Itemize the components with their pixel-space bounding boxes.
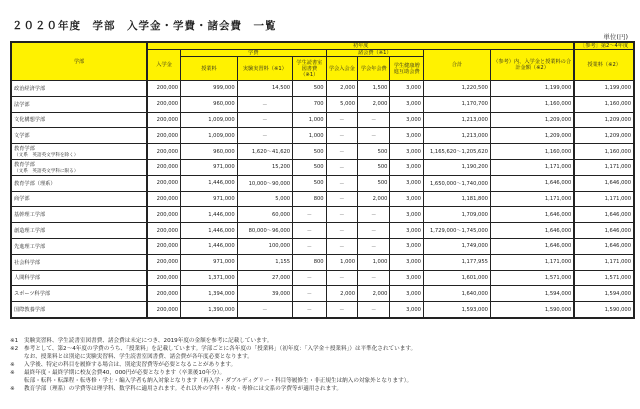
cell-tuition: 1,446,000 — [181, 238, 238, 254]
cell-total: 1,181,800 — [423, 191, 490, 207]
cell-annual: － — [358, 270, 390, 286]
footnote — [10, 345, 416, 353]
header-tuition-group: 学費 — [181, 50, 327, 57]
faculty-label: 人間科学部 — [14, 275, 40, 282]
cell-ref-sum: 1,199,000 — [490, 81, 574, 97]
cell-annual: － — [358, 223, 390, 239]
cell-annual: － — [358, 238, 390, 254]
cell-health: 3,000 — [390, 207, 424, 223]
header-health: 学生健康増進互助会費 — [390, 57, 424, 81]
faculty-name — [11, 81, 147, 97]
table-row — [11, 112, 634, 128]
cell-tuition: 1,446,000 — [181, 207, 238, 223]
cell-health: 3,000 — [390, 223, 424, 239]
footnote — [10, 377, 416, 385]
cell-lab: － — [237, 128, 292, 144]
footnote-text: 入学後、特定の科目を履修する場合は、別途実習費等が必要となることがあります。 — [24, 362, 237, 368]
cell-total: 1,170,700 — [423, 96, 490, 112]
footnotes — [10, 337, 416, 393]
cell-ref-sum: 1,209,000 — [490, 128, 574, 144]
faculty-name — [11, 159, 147, 175]
header-reading-room: 学生読書室図書費（※1） — [293, 57, 327, 81]
cell-reading: 700 — [293, 96, 327, 112]
footnote — [10, 369, 416, 377]
cell-lab: 39,000 — [237, 286, 292, 302]
cell-admission: 200,000 — [147, 302, 181, 318]
cell-ref-tuition: 1,209,000 — [574, 112, 634, 128]
cell-health: 3,000 — [390, 112, 424, 128]
faculty-label: スポーツ科学部 — [14, 291, 51, 298]
footnote — [10, 353, 416, 361]
cell-total: 1,213,000 — [423, 128, 490, 144]
cell-tuition: 1,009,000 — [181, 112, 238, 128]
cell-health: 3,000 — [390, 128, 424, 144]
table-row — [11, 128, 634, 144]
cell-health: 3,000 — [390, 144, 424, 160]
cell-lab: 60,000 — [237, 207, 292, 223]
cell-health: 3,000 — [390, 302, 424, 318]
cell-lab: － — [237, 96, 292, 112]
cell-lab: － — [237, 112, 292, 128]
cell-health: 3,000 — [390, 81, 424, 97]
footnote-mark: ※ — [10, 362, 15, 368]
cell-ref-sum: 1,171,000 — [490, 159, 574, 175]
cell-ref-sum: 1,646,000 — [490, 207, 574, 223]
cell-entry: － — [326, 207, 357, 223]
table-row — [11, 191, 634, 207]
cell-admission: 200,000 — [147, 159, 181, 175]
cell-tuition: 1,390,000 — [181, 302, 238, 318]
cell-annual: 2,000 — [358, 96, 390, 112]
cell-total: 1,593,000 — [423, 302, 490, 318]
header-total: 合計 — [423, 50, 490, 81]
footnote-mark: ※ — [10, 386, 15, 392]
faculty-label: 創造理工学部 — [14, 228, 46, 235]
cell-health: 3,000 — [390, 286, 424, 302]
cell-ref-sum: 1,160,000 — [490, 144, 574, 160]
faculty-label: 先進理工学部 — [14, 243, 46, 250]
cell-ref-tuition: 1,171,000 — [574, 191, 634, 207]
cell-total: 1,729,000～1,745,000 — [423, 223, 490, 239]
footnote-text: なお、授業料とは別途に実験実習料、学生読書室図書費、諸会費が各年度必要となります。 — [24, 354, 253, 360]
header-assoc-entry: 学会入会金 — [326, 57, 357, 81]
cell-ref-tuition: 1,171,000 — [574, 159, 634, 175]
cell-annual: 2,000 — [358, 286, 390, 302]
cell-admission: 200,000 — [147, 96, 181, 112]
cell-ref-sum: 1,171,000 — [490, 254, 574, 270]
cell-ref-tuition: 1,571,000 — [574, 270, 634, 286]
cell-reading: － — [293, 286, 327, 302]
cell-annual: 500 — [358, 144, 390, 160]
cell-ref-tuition: 1,171,000 — [574, 254, 634, 270]
header-admission: 入学金 — [147, 50, 181, 81]
cell-total: 1,650,000～1,740,000 — [423, 175, 490, 191]
cell-entry: － — [326, 128, 357, 144]
cell-ref-tuition: 1,646,000 — [574, 175, 634, 191]
footnote-mark: ※1 — [10, 338, 19, 344]
cell-ref-sum: 1,160,000 — [490, 96, 574, 112]
cell-lab: 1,620～41,620 — [237, 144, 292, 160]
faculty-name — [11, 207, 147, 223]
footnote-mark: ※ — [10, 370, 15, 376]
footnote — [10, 337, 416, 345]
cell-entry: － — [326, 175, 357, 191]
cell-admission: 200,000 — [147, 112, 181, 128]
cell-total: 1,220,500 — [423, 81, 490, 97]
cell-entry: － — [326, 223, 357, 239]
cell-ref-tuition: 1,594,000 — [574, 286, 634, 302]
cell-admission: 200,000 — [147, 175, 181, 191]
cell-annual: 1,500 — [358, 81, 390, 97]
footnote-text: 最終年度・最終学期に校友会費40，000円が必要となります（卒業後10年分）。 — [24, 370, 226, 376]
faculty-name — [11, 175, 147, 191]
cell-reading: － — [293, 207, 327, 223]
faculty-name — [11, 286, 147, 302]
header-ref-sum: （参考）内、入学金と授業料の合計金額（※2） — [490, 50, 574, 81]
cell-total: 1,709,000 — [423, 207, 490, 223]
cell-ref-sum: 1,590,000 — [490, 302, 574, 318]
cell-tuition: 960,000 — [181, 144, 238, 160]
faculty-label: 文化構想学部 — [14, 117, 46, 124]
faculty-name — [11, 128, 147, 144]
faculty-label: 政治経済学部 — [14, 85, 46, 92]
cell-annual: 2,000 — [358, 191, 390, 207]
cell-admission: 200,000 — [147, 286, 181, 302]
page-title: ２０２０年度 学部 入学金・学費・諸会費 一覧 — [12, 20, 277, 32]
cell-health: 3,000 — [390, 159, 424, 175]
table-row — [11, 175, 634, 191]
cell-tuition: 1,446,000 — [181, 175, 238, 191]
unit-label: 単位(円) — [603, 33, 628, 41]
table-row — [11, 254, 634, 270]
cell-admission: 200,000 — [147, 128, 181, 144]
cell-admission: 200,000 — [147, 238, 181, 254]
cell-admission: 200,000 — [147, 81, 181, 97]
cell-admission: 200,000 — [147, 191, 181, 207]
footnote — [10, 385, 416, 393]
cell-annual: － — [358, 302, 390, 318]
cell-health: 3,000 — [390, 191, 424, 207]
cell-annual: － — [358, 128, 390, 144]
footnote-mark: ※2 — [10, 346, 19, 352]
faculty-name — [11, 144, 147, 160]
cell-lab: 1,155 — [237, 254, 292, 270]
cell-ref-sum: 1,646,000 — [490, 238, 574, 254]
faculty-sublabel: （文系 英語英文学科を除く） — [14, 153, 79, 159]
cell-tuition: 1,394,000 — [181, 286, 238, 302]
faculty-label: 商学部 — [14, 196, 30, 203]
cell-lab: 27,000 — [237, 270, 292, 286]
cell-lab: 5,000 — [237, 191, 292, 207]
cell-reading: 500 — [293, 81, 327, 97]
cell-lab: － — [237, 302, 292, 318]
faculty-label: 国際教養学部 — [14, 307, 46, 314]
cell-reading: 800 — [293, 254, 327, 270]
header-reference: ［参考］第2～4年度 — [574, 42, 634, 50]
footnote — [10, 361, 416, 369]
table-row — [11, 207, 634, 223]
cell-reading: 800 — [293, 191, 327, 207]
table-row — [11, 286, 634, 302]
table-row — [11, 96, 634, 112]
cell-tuition: 960,000 — [181, 96, 238, 112]
faculty-name — [11, 302, 147, 318]
cell-admission: 200,000 — [147, 144, 181, 160]
cell-tuition: 999,000 — [181, 81, 238, 97]
faculty-sublabel: （文系 英語英文学科に限る） — [14, 168, 79, 174]
table-row — [11, 302, 634, 318]
cell-annual: 500 — [358, 175, 390, 191]
cell-reading: 1,000 — [293, 128, 327, 144]
faculty-name — [11, 112, 147, 128]
header-faculty: 学部 — [11, 42, 147, 81]
cell-entry: － — [326, 159, 357, 175]
footnote-text: 参考として、第2～4年度の学費のうち、「授業料」を記載しています。学部ごとに各年度の「授業料」（初年度：「入学金＋授業料」）は平準化されています。 — [24, 346, 417, 352]
cell-total: 1,177,955 — [423, 254, 490, 270]
cell-admission: 200,000 — [147, 254, 181, 270]
cell-total: 1,749,000 — [423, 238, 490, 254]
cell-ref-tuition: 1,646,000 — [574, 238, 634, 254]
table-row — [11, 238, 634, 254]
faculty-name — [11, 238, 147, 254]
table-row — [11, 223, 634, 239]
footnote-text: 転部・転科・転課程・転専修・学士・編入学者も納入対象となります（再入学・ダブルディグリー・科目等履修生・非正規生は納入の対象外となります）。 — [24, 378, 413, 384]
cell-entry: － — [326, 238, 357, 254]
cell-tuition: 1,009,000 — [181, 128, 238, 144]
cell-entry: － — [326, 270, 357, 286]
cell-total: 1,601,000 — [423, 270, 490, 286]
cell-ref-sum: 1,594,000 — [490, 286, 574, 302]
faculty-label: 教育学部 — [14, 161, 35, 168]
fee-table — [10, 41, 635, 319]
cell-tuition: 971,000 — [181, 191, 238, 207]
header-tuition: 授業料 — [181, 57, 238, 81]
header-ref-tuition: 授業料（※2） — [574, 50, 634, 81]
cell-ref-tuition: 1,646,000 — [574, 207, 634, 223]
cell-annual: － — [358, 207, 390, 223]
cell-ref-sum: 1,209,000 — [490, 112, 574, 128]
cell-annual: － — [358, 112, 390, 128]
faculty-label: 法学部 — [14, 101, 30, 108]
cell-admission: 200,000 — [147, 223, 181, 239]
cell-entry: 1,000 — [326, 254, 357, 270]
cell-annual: 1,000 — [358, 254, 390, 270]
table-row — [11, 144, 634, 160]
cell-ref-tuition: 1,160,000 — [574, 144, 634, 160]
table-row — [11, 81, 634, 97]
cell-ref-sum: 1,571,000 — [490, 270, 574, 286]
cell-entry: － — [326, 144, 357, 160]
cell-tuition: 971,000 — [181, 254, 238, 270]
header-assoc-annual: 学会年会費 — [358, 57, 390, 81]
cell-ref-sum: 1,171,000 — [490, 191, 574, 207]
cell-ref-tuition: 1,590,000 — [574, 302, 634, 318]
table-row — [11, 270, 634, 286]
cell-total: 1,213,000 — [423, 112, 490, 128]
cell-ref-sum: 1,646,000 — [490, 223, 574, 239]
footnote-text: 実験実習料、学生読書室図書費、諸会費は未定につき、2019年度の金額を参考に記載しています。 — [24, 338, 273, 344]
cell-lab: 14,500 — [237, 81, 292, 97]
cell-tuition: 971,000 — [181, 159, 238, 175]
faculty-label: 教育学部（理系） — [14, 180, 56, 187]
cell-entry: － — [326, 191, 357, 207]
faculty-name — [11, 96, 147, 112]
cell-reading: － — [293, 302, 327, 318]
cell-entry: 2,000 — [326, 286, 357, 302]
faculty-name — [11, 254, 147, 270]
cell-annual: 500 — [358, 159, 390, 175]
cell-lab: 100,000 — [237, 238, 292, 254]
cell-tuition: 1,446,000 — [181, 223, 238, 239]
faculty-name — [11, 223, 147, 239]
table-row — [11, 159, 634, 175]
cell-health: 3,000 — [390, 238, 424, 254]
cell-lab: 80,000～96,000 — [237, 223, 292, 239]
cell-ref-sum: 1,646,000 — [490, 175, 574, 191]
cell-admission: 200,000 — [147, 270, 181, 286]
cell-reading: 500 — [293, 159, 327, 175]
cell-entry: 5,000 — [326, 96, 357, 112]
cell-entry: － — [326, 112, 357, 128]
cell-total: 1,640,000 — [423, 286, 490, 302]
faculty-name — [11, 270, 147, 286]
cell-reading: － — [293, 223, 327, 239]
cell-admission: 200,000 — [147, 207, 181, 223]
cell-ref-tuition: 1,646,000 — [574, 223, 634, 239]
header-first-year: 初年度 — [147, 42, 574, 50]
faculty-name — [11, 191, 147, 207]
faculty-label: 社会科学部 — [14, 259, 40, 266]
cell-ref-tuition: 1,160,000 — [574, 96, 634, 112]
cell-lab: 10,000～90,000 — [237, 175, 292, 191]
cell-reading: － — [293, 238, 327, 254]
cell-entry: 2,000 — [326, 81, 357, 97]
cell-tuition: 1,371,000 — [181, 270, 238, 286]
cell-reading: 500 — [293, 144, 327, 160]
header-lab-fee: 実験実習料（※1） — [237, 57, 292, 81]
cell-entry: － — [326, 302, 357, 318]
cell-reading: － — [293, 270, 327, 286]
cell-ref-tuition: 1,199,000 — [574, 81, 634, 97]
header-assoc-group: 諸会費（※1） — [326, 50, 423, 57]
cell-reading: 1,000 — [293, 112, 327, 128]
cell-total: 1,165,620～1,205,620 — [423, 144, 490, 160]
cell-health: 3,000 — [390, 175, 424, 191]
faculty-label: 教育学部 — [14, 146, 35, 153]
cell-reading: 500 — [293, 175, 327, 191]
cell-total: 1,190,200 — [423, 159, 490, 175]
footnote-text: 教育学部（理系）の学費等は理学科、数学科に適用されます。それ以外の学科・専攻・専修には文系の学費等が適用されます。 — [24, 386, 342, 392]
faculty-label: 文学部 — [14, 133, 30, 140]
cell-health: 3,000 — [390, 254, 424, 270]
cell-ref-tuition: 1,209,000 — [574, 128, 634, 144]
cell-lab: 15,200 — [237, 159, 292, 175]
faculty-label: 基幹理工学部 — [14, 212, 46, 219]
cell-health: 3,000 — [390, 96, 424, 112]
cell-health: 3,000 — [390, 270, 424, 286]
